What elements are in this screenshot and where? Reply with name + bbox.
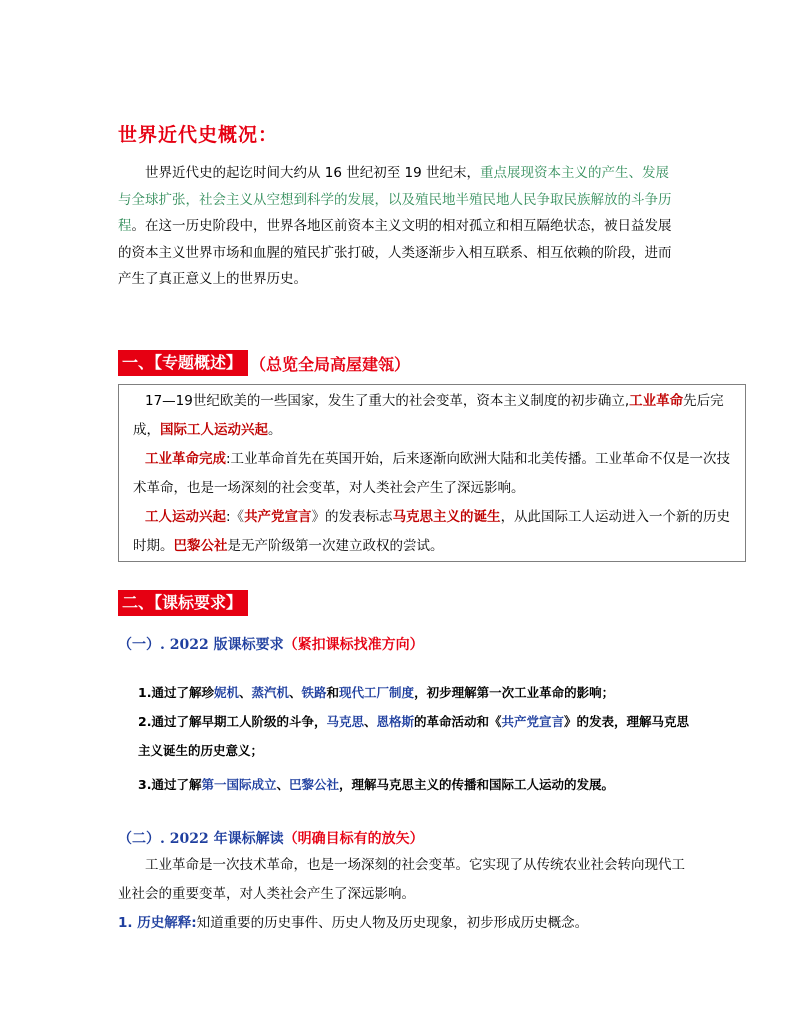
keyword-paris-commune: 巴黎公社	[173, 538, 228, 554]
interpretation-text	[118, 851, 693, 938]
req-text: 3.通过了解	[138, 777, 202, 792]
main-title: 世界近代史概况：	[118, 124, 279, 146]
req-keyword: 共产党宣言	[501, 714, 565, 729]
subsection1-note: （紧扣课标找准方向）	[283, 637, 424, 653]
section1-title-note: （总览全局高屋建瓴）	[250, 354, 411, 374]
interpretation-paragraph: 工业革命是一次技术革命，也是一场深刻的社会变革。它实现了从传统农业社会转向现代工业社会的重要变革，对人类社会产生了深远影响。	[118, 857, 685, 902]
keyword-industrial-revolution-complete: 工业革命完成	[145, 451, 226, 467]
requirement-item-1	[138, 678, 698, 707]
req-keyword: 铁路	[301, 685, 327, 700]
section1-heading	[118, 350, 410, 376]
keyword-labor-movement-rise: 工人运动兴起	[145, 509, 226, 525]
req-keyword: 蒸汽机	[251, 685, 289, 700]
keyword-communist-manifesto: 共产党宣言	[244, 509, 312, 525]
req-text: 、	[238, 685, 252, 700]
subsection2-note: （明确目标有的放矢）	[283, 831, 424, 847]
overview-text: 。	[268, 422, 282, 438]
overview-text: 是无产阶级第一次建立政权的尝试。	[227, 538, 444, 554]
overview-text: 先后完成，	[133, 393, 724, 438]
req-text: 和	[326, 685, 340, 700]
intro-paragraph	[118, 160, 680, 293]
overview-box	[118, 384, 746, 562]
req-text: ，理解马克思主义的传播和国际工人运动的发展。	[339, 777, 615, 792]
req-text: 2.通过了解早期工人阶级的斗争，	[138, 714, 327, 729]
req-text: 、	[363, 714, 377, 729]
requirement-list-continued	[138, 770, 698, 799]
overview-text: ，从此国际工人运动进入一个新的历史时期。	[133, 509, 731, 554]
req-text: 1.通过了解珍	[138, 685, 214, 700]
req-text: ，初步理解第一次工业革命的影响；	[414, 685, 615, 700]
overview-text: 》的发表标志	[311, 509, 393, 525]
overview-text: 17—19世纪欧美的一些国家，发生了重大的社会变革，资本主义制度的初步确立,	[145, 393, 630, 409]
keyword-industrial-revolution: 工业革命	[629, 393, 684, 409]
section2-heading	[118, 590, 248, 616]
req-text: 》的发表，理解马克思主义诞生的历史意义；	[138, 714, 690, 758]
req-keyword: 恩格斯	[376, 714, 414, 729]
req-text: 的革命活动和《	[414, 714, 502, 729]
requirement-list	[138, 678, 698, 765]
req-text: 、	[289, 685, 302, 700]
section1-title-bar: 一、【专题概述】	[118, 350, 248, 376]
intro-highlight: 重点展现资本主义的产生、发展与全球扩张，社会主义从空想到科学的发展，以及殖民地半殖民地人民争取民族解放的斗争历程	[118, 165, 672, 234]
overview-text: :《	[226, 509, 245, 525]
keyword-marxism-birth: 马克思主义的诞生	[392, 509, 501, 525]
overview-text: :工业革命首先在英国开始，后来逐渐向欧洲大陆和北美传播。工业革命不仅是一次技术革命，也是一场深刻的社会变革，对人类社会产生了深远影响。	[133, 451, 731, 496]
req-keyword: 马克思	[326, 714, 364, 729]
section2-title-bar: 二、【课标要求】	[118, 590, 248, 616]
subsection2-heading	[118, 828, 424, 848]
intro-text-continued: 。在这一历史阶段中，世界各地区前资本主义文明的相对孤立和相互隔绝状态，被日益发展的资本主义世界市场和血腥的殖民扩张打破，人类逐渐步入相互联系、相互依赖的阶段，进而产生了真正意义上的世界历史。	[118, 218, 672, 287]
req-keyword: 现代工厂制度	[339, 685, 415, 700]
overview-paragraph-3	[133, 503, 733, 561]
req-keyword: 第一国际成立	[201, 777, 277, 792]
requirement-item-3	[138, 770, 698, 799]
overview-paragraph-2	[133, 445, 733, 503]
requirement-item-2	[138, 707, 698, 765]
overview-paragraph-1	[133, 387, 733, 445]
subsection1-heading	[118, 634, 424, 654]
req-keyword: 妮机	[213, 685, 239, 700]
interpretation-point-label: 1. 历史解释:	[118, 915, 197, 931]
subsection1-label: （一）. 2022 版课标要求	[118, 637, 284, 653]
interpretation-point-1	[118, 909, 693, 938]
intro-text: 世界近代史的起讫时间大约从 16 世纪初至 19 世纪末，	[145, 165, 481, 181]
req-keyword: 巴黎公社	[288, 777, 339, 792]
interpretation-point-text: 知道重要的历史事件、历史人物及历史现象，初步形成历史概念。	[196, 915, 589, 931]
req-text: 、	[276, 777, 289, 792]
subsection2-label: （二）. 2022 年课标解读	[118, 831, 284, 847]
keyword-labor-movement: 国际工人运动兴起	[160, 422, 268, 438]
